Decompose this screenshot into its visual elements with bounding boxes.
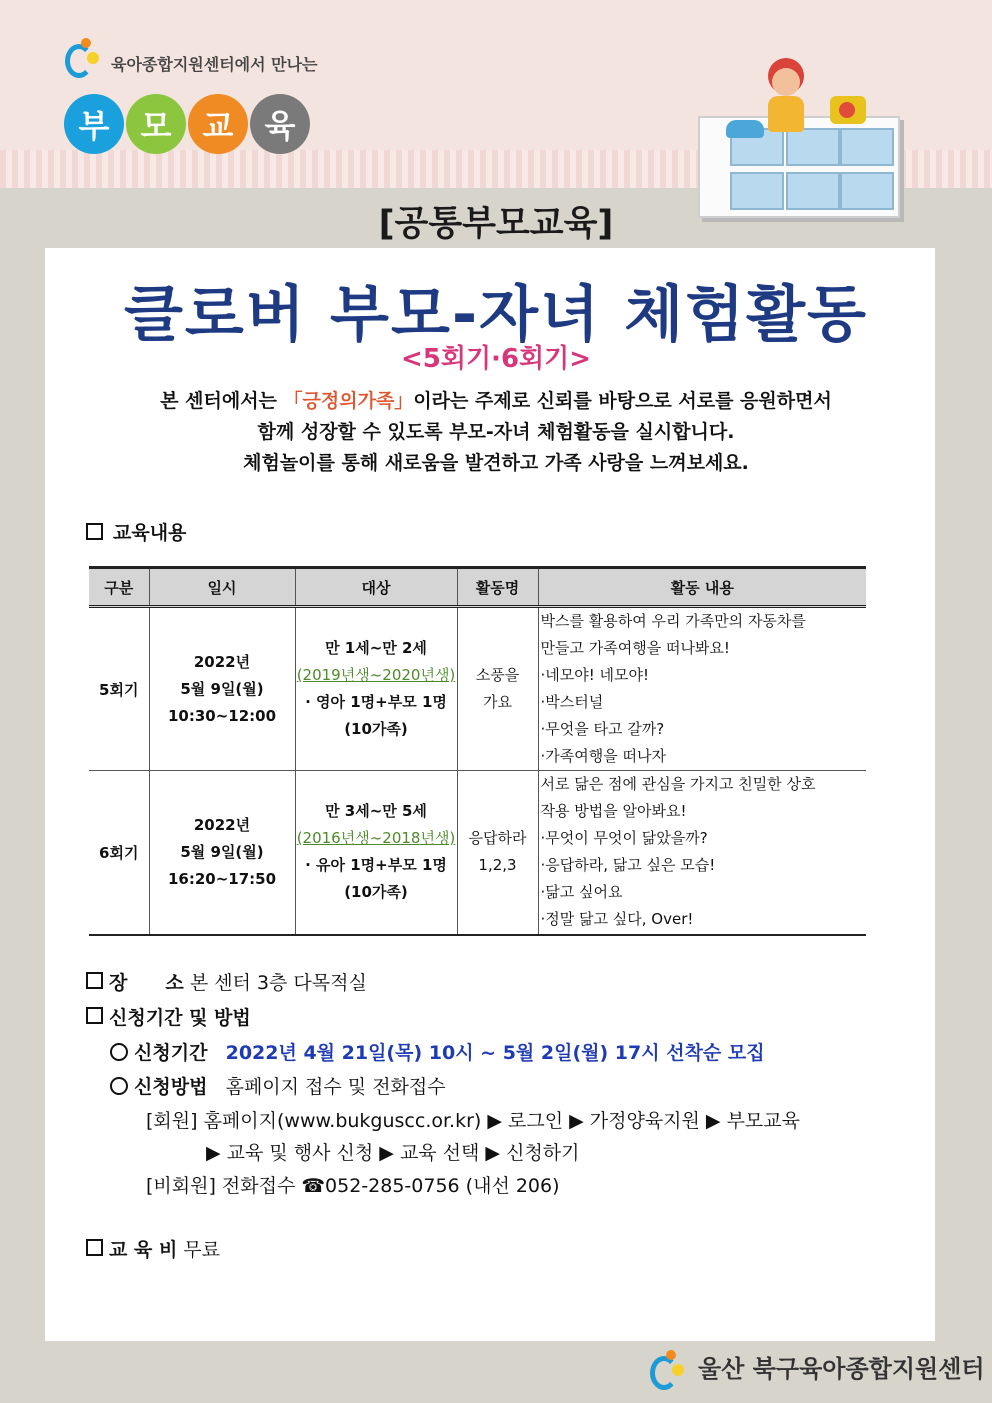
table-header-row <box>89 568 866 607</box>
checkbox-square-icon <box>86 523 103 540</box>
category-label: [공통부모교육] <box>378 204 614 244</box>
brand-header <box>65 32 318 75</box>
activity-detail-cell: 박스를 활용하여 우리 가족만의 자동차를 만들고 가족여행을 떠나봐요! ·네모야! 네모야! ·박스터널 ·무엇을 타고 갈까? ·가족여행을 떠나자 <box>538 607 866 771</box>
intro-text: 본 센터에서는 「긍정의가족」이라는 주제로 신뢰를 바탕으로 서로를 응원하면서 함께 성장할 수 있도록 부모-자녀 체험활동을 실시합니다. 체험놀이를 통해 새로움을 발견하고 가족 사랑을 느껴보세요. <box>160 390 832 474</box>
schedule-table <box>89 566 866 936</box>
table-row <box>89 771 866 935</box>
fee-line: 교 육 비 무료 <box>86 1235 220 1262</box>
session-cell: 6회기 <box>89 771 149 935</box>
apply-heading: 신청기간 및 방법 <box>86 1003 251 1030</box>
checkbox-square-icon <box>86 1239 103 1256</box>
theme-highlight: 「긍정의가족」 <box>283 390 414 412</box>
circle-char-2: 모 <box>126 94 186 154</box>
column-header: 일시 <box>149 568 295 607</box>
column-header: 활동명 <box>457 568 538 607</box>
circle-char-1: 부 <box>64 94 124 154</box>
activity-name-cell: 응답하라 1,2,3 <box>457 771 538 935</box>
member-line-1: [회원] 홈페이지(www.bukguscc.or.kr) ▶ 로그인 ▶ 가정양육지원 ▶ 부모교육 <box>146 1110 800 1132</box>
doll-illustration <box>762 68 810 136</box>
footer-center-name: 울산 북구육아종합지원센터 <box>698 1354 985 1383</box>
member-line-2: ▶ 교육 및 행사 신청 ▶ 교육 선택 ▶ 신청하기 <box>206 1142 580 1164</box>
circle-char-4: 육 <box>250 94 310 154</box>
toy-car-illustration <box>726 120 764 138</box>
datetime-cell: 2022년 5월 9일(월) 16:20~17:50 <box>149 771 295 935</box>
checkbox-square-icon <box>86 1007 103 1024</box>
circle-bullet-icon <box>110 1077 128 1095</box>
method-line: 신청방법 홈페이지 접수 및 전화접수 <box>110 1072 446 1099</box>
toy-phone-illustration <box>830 96 866 124</box>
place-line: 장 소 본 센터 3층 다목적실 <box>86 968 367 995</box>
column-header: 활동 내용 <box>538 568 866 607</box>
table-row <box>89 607 866 771</box>
circle-bullet-icon <box>110 1043 128 1061</box>
center-logo-icon <box>650 1346 690 1386</box>
period-line: 신청기간 2022년 4월 21일(목) 10시 ~ 5월 2일(월) 17시 선착순 모집 <box>110 1038 765 1065</box>
checkbox-square-icon <box>86 972 103 989</box>
page-title: 클로버 부모-자녀 체험활동 <box>124 279 868 350</box>
column-header: 구분 <box>89 568 149 607</box>
activity-detail-cell: 서로 닮은 점에 관심을 가지고 친밀한 상호 작용 방법을 알아봐요! ·무엇이 무엇이 닮았을까? ·응답하라, 닮고 싶은 모습! ·닮고 싶어요 ·정말 닮고 싶다, Over! <box>538 771 866 935</box>
target-cell: 만 1세~만 2세 (2019년생~2020년생) · 영아 1명+부모 1명 (10가족) <box>295 607 457 771</box>
program-title-circles <box>64 94 310 154</box>
datetime-cell: 2022년 5월 9일(월) 10:30~12:00 <box>149 607 295 771</box>
column-header: 대상 <box>295 568 457 607</box>
circle-char-3: 교 <box>188 94 248 154</box>
page-subtitle: <5회기·6회기> <box>400 344 592 374</box>
nonmember-line: [비회원] 전화접수 ☎052-285-0756 (내선 206) <box>146 1175 560 1197</box>
brand-tagline: 육아종합지원센터에서 만나는 <box>111 55 318 74</box>
target-cell: 만 3세~만 5세 (2016년생~2018년생) · 유아 1명+부모 1명 (10가족) <box>295 771 457 935</box>
footer-brand <box>650 1346 985 1386</box>
activity-name-cell: 소풍을 가요 <box>457 607 538 771</box>
session-cell: 5회기 <box>89 607 149 771</box>
center-logo-icon <box>65 34 105 74</box>
content-heading: 교육내용 <box>86 518 186 545</box>
